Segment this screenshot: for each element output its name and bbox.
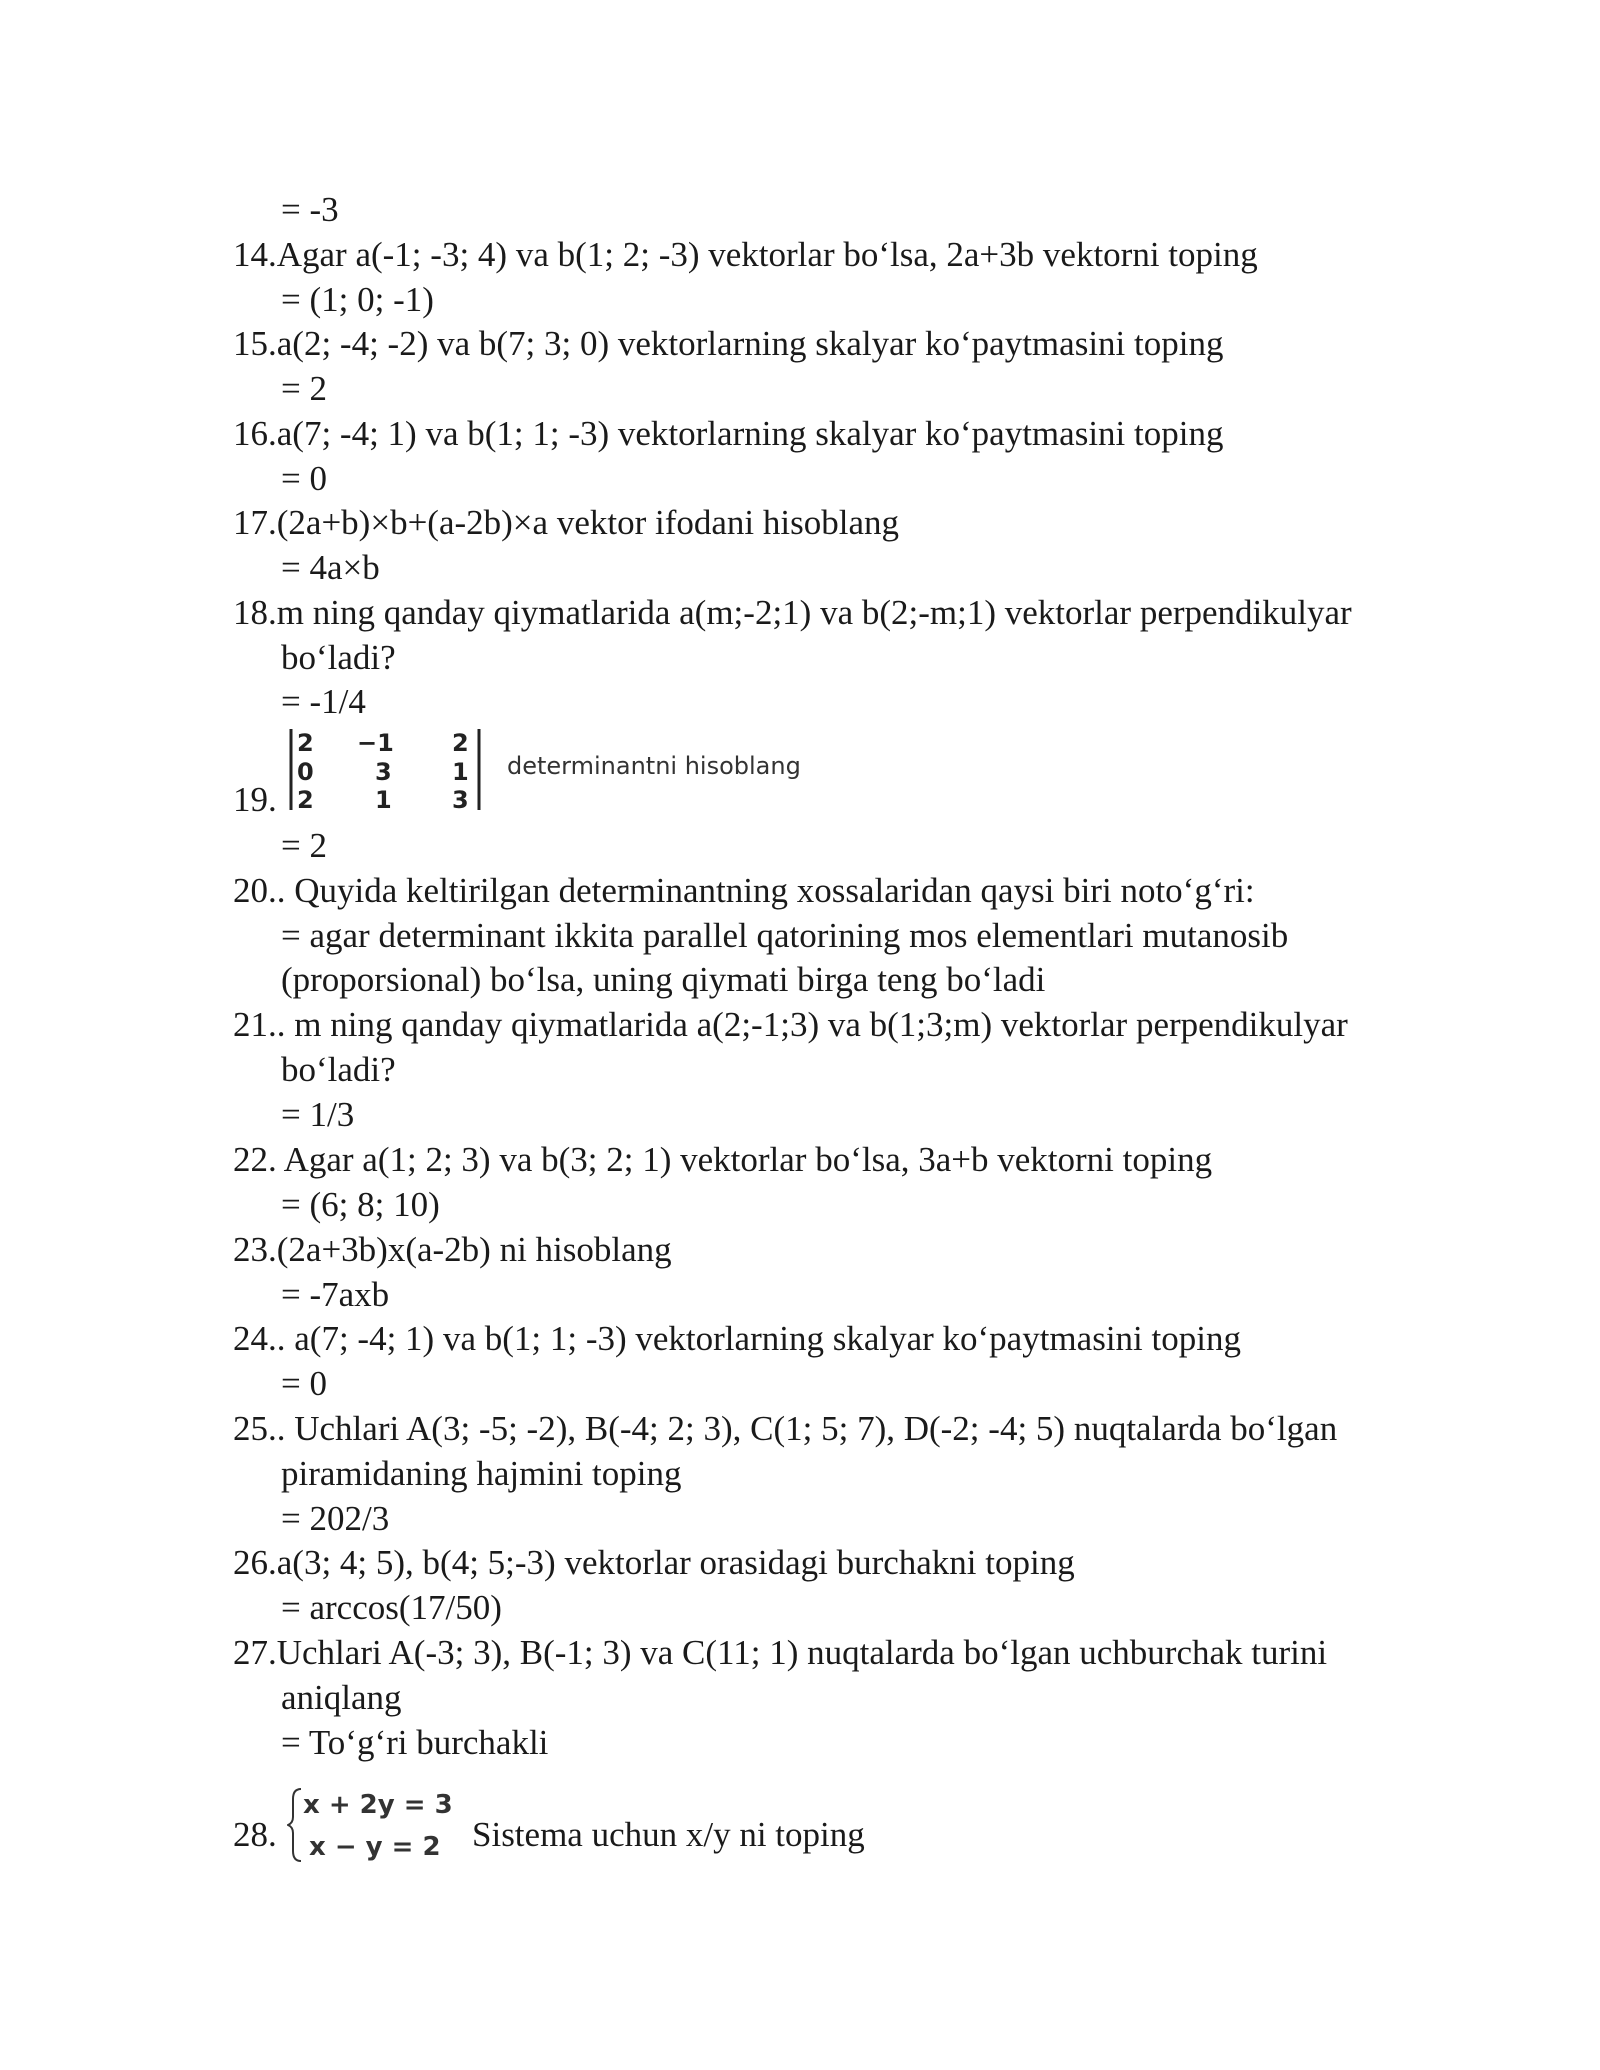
question-27: 27.Uchlari A(-3; 3), B(-1; 3) va C(11; 1) nuqtalarda bo‘lgan uchburchak turini xyxy=(233,1633,1328,1672)
answer-27: = To‘g‘ri burchakli xyxy=(281,1723,549,1762)
question-25: 25.. Uchlari A(3; -5; -2), B(-4; 2; 3), C(1; 5; 7), D(-2; -4; 5) nuqtalarda bo‘lgan xyxy=(233,1409,1338,1448)
question-22: 22. Agar a(1; 2; 3) va b(3; 2; 1) vektorlar bo‘lsa, 3a+b vektorni toping xyxy=(233,1140,1213,1179)
matrix-cell-0-1: −1 xyxy=(357,729,394,757)
question-25-continued: piramidaning hajmini toping xyxy=(281,1454,682,1493)
answer-22: = (6; 8; 10) xyxy=(281,1185,440,1224)
matrix-cell-1-2: 1 xyxy=(452,758,469,786)
answer-17: = 4a×b xyxy=(281,548,380,587)
question-16: 16.a(7; -4; 1) va b(1; 1; -3) vektorlarning skalyar ko‘paytmasini toping xyxy=(233,414,1224,453)
answer-13: = -3 xyxy=(281,190,339,229)
matrix-cell-2-1: 1 xyxy=(375,786,392,812)
answer-15: = 2 xyxy=(281,369,327,408)
matrix-cell-0-0: 2 xyxy=(297,729,314,757)
question-26: 26.a(3; 4; 5), b(4; 5;-3) vektorlar orasidagi burchakni toping xyxy=(233,1543,1075,1582)
matrix-cell-2-2: 3 xyxy=(452,786,469,812)
matrix-cell-2-0: 2 xyxy=(297,786,314,812)
answer-21: = 1/3 xyxy=(281,1095,355,1134)
question-23: 23.(2a+3b)x(a-2b) ni hisoblang xyxy=(233,1230,672,1269)
question-15: 15.a(2; -4; -2) va b(7; 3; 0) vektorlarning skalyar ko‘paytmasini toping xyxy=(233,324,1224,363)
answer-14: = (1; 0; -1) xyxy=(281,280,434,319)
answer-20: = agar determinant ikkita parallel qatorining mos elementlari mutanosib xyxy=(281,916,1289,955)
answer-18: = -1/4 xyxy=(281,682,366,721)
question-27-continued: aniqlang xyxy=(281,1678,402,1717)
equation-2: x − y = 2 xyxy=(309,1832,441,1862)
question-21: 21.. m ning qanday qiymatlarida a(2;-1;3) va b(1;3;m) vektorlar perpendikulyar xyxy=(233,1005,1348,1044)
answer-19: = 2 xyxy=(281,826,327,865)
question-28-number: 28. xyxy=(233,1815,277,1854)
answer-16: = 0 xyxy=(281,459,327,498)
question-18: 18.m ning qanday qiymatlarida a(m;-2;1) va b(2;-m;1) vektorlar perpendikulyar xyxy=(233,593,1352,632)
equation-1: x + 2y = 3 xyxy=(303,1790,453,1820)
question-14: 14.Agar a(-1; -3; 4) va b(1; 2; -3) vektorlar bo‘lsa, 2a+3b vektorni toping xyxy=(233,235,1258,274)
question-17: 17.(2a+b)×b+(a-2b)×a vektor ifodani hisoblang xyxy=(233,503,899,542)
question-19-number: 19. xyxy=(233,780,277,819)
question-18-continued: bo‘ladi? xyxy=(281,638,396,677)
answer-26: = arccos(17/50) xyxy=(281,1588,502,1627)
matrix-cell-0-2: 2 xyxy=(452,729,469,757)
answer-23: = -7axb xyxy=(281,1275,390,1314)
matrix-cell-1-0: 0 xyxy=(297,758,314,786)
question-20: 20.. Quyida keltirilgan determinantning xossalaridan qaysi biri noto‘g‘ri: xyxy=(233,871,1255,910)
determinant-matrix xyxy=(287,727,487,812)
question-28-text: Sistema uchun x/y ni toping xyxy=(472,1815,865,1854)
question-24: 24.. a(7; -4; 1) va b(1; 1; -3) vektorlarning skalyar ko‘paytmasini toping xyxy=(233,1319,1241,1358)
matrix-cell-1-1: 3 xyxy=(375,758,392,786)
answer-25: = 202/3 xyxy=(281,1499,390,1538)
determinant-label: determinantni hisoblang xyxy=(507,752,801,780)
answer-20-continued: (proporsional) bo‘lsa, uning qiymati birga teng bo‘ladi xyxy=(281,960,1046,999)
question-21-continued: bo‘ladi? xyxy=(281,1050,396,1089)
equation-system xyxy=(287,1785,462,1865)
answer-24: = 0 xyxy=(281,1364,327,1403)
